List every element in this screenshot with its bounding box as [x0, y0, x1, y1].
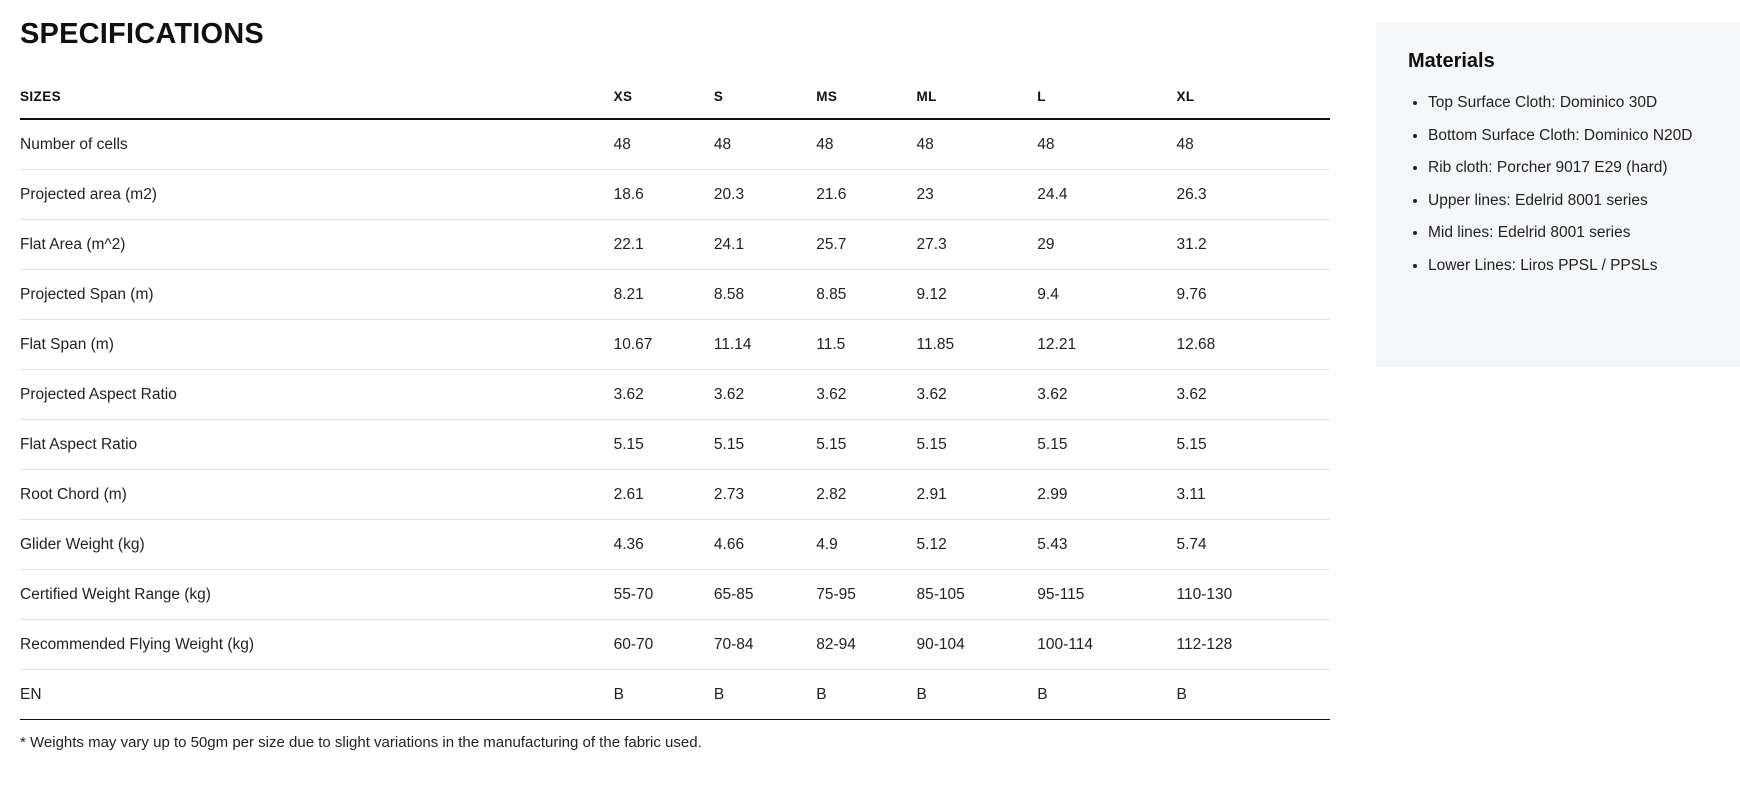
row-label: Projected Span (m) [20, 270, 614, 320]
row-value-l: 48 [1037, 119, 1176, 170]
row-value-xs: B [614, 670, 714, 720]
table-row [20, 570, 1330, 620]
row-value-xl: B [1176, 670, 1330, 720]
row-value-ml: 90-104 [917, 620, 1038, 670]
row-value-ml: 27.3 [917, 220, 1038, 270]
table-row [20, 119, 1330, 170]
row-value-xs: 4.36 [614, 520, 714, 570]
row-value-l: 24.4 [1037, 170, 1176, 220]
row-value-s: 20.3 [714, 170, 816, 220]
row-value-xl: 110-130 [1176, 570, 1330, 620]
row-value-ml: 23 [917, 170, 1038, 220]
row-value-ms: 75-95 [816, 570, 916, 620]
row-value-ms: 4.9 [816, 520, 916, 570]
row-value-xl: 31.2 [1176, 220, 1330, 270]
row-label: Recommended Flying Weight (kg) [20, 620, 614, 670]
row-value-l: 5.43 [1037, 520, 1176, 570]
column-header-l: L [1037, 89, 1176, 119]
row-value-l: 3.62 [1037, 370, 1176, 420]
list-item: • Upper lines: Edelrid 8001 series [1428, 193, 1710, 226]
table-row [20, 670, 1330, 720]
table-row [20, 270, 1330, 320]
column-header-s: S [714, 89, 816, 119]
row-value-xs: 8.21 [614, 270, 714, 320]
row-value-l: 12.21 [1037, 320, 1176, 370]
row-value-xl: 3.11 [1176, 470, 1330, 520]
row-value-xs: 3.62 [614, 370, 714, 420]
row-value-ms: 82-94 [816, 620, 916, 670]
row-value-s: 2.73 [714, 470, 816, 520]
row-value-l: 29 [1037, 220, 1176, 270]
specifications-table [20, 89, 1330, 720]
row-value-xs: 60-70 [614, 620, 714, 670]
row-value-l: 2.99 [1037, 470, 1176, 520]
row-value-xl: 9.76 [1176, 270, 1330, 320]
list-item: • Bottom Surface Cloth: Dominico N20D [1428, 128, 1710, 161]
list-item: • Rib cloth: Porcher 9017 E29 (hard) [1428, 160, 1710, 193]
row-value-s: 4.66 [714, 520, 816, 570]
row-value-ml: 11.85 [917, 320, 1038, 370]
materials-list [1408, 95, 1710, 273]
row-label: Certified Weight Range (kg) [20, 570, 614, 620]
row-value-xs: 55-70 [614, 570, 714, 620]
column-header-ms: MS [816, 89, 916, 119]
row-label: Number of cells [20, 119, 614, 170]
row-value-xl: 5.74 [1176, 520, 1330, 570]
table-row [20, 470, 1330, 520]
row-value-l: 100-114 [1037, 620, 1176, 670]
row-value-ms: 3.62 [816, 370, 916, 420]
table-row [20, 320, 1330, 370]
row-value-s: 5.15 [714, 420, 816, 470]
table-row [20, 420, 1330, 470]
list-item: • Mid lines: Edelrid 8001 series [1428, 225, 1710, 258]
page-title: SPECIFICATIONS [20, 18, 264, 50]
specifications-section [20, 18, 1330, 751]
row-value-xl: 12.68 [1176, 320, 1330, 370]
materials-card [1376, 22, 1740, 367]
row-value-ms: 2.82 [816, 470, 916, 520]
row-value-xs: 48 [614, 119, 714, 170]
row-value-s: 3.62 [714, 370, 816, 420]
table-row [20, 520, 1330, 570]
row-value-xs: 18.6 [614, 170, 714, 220]
table-row [20, 220, 1330, 270]
row-value-xl: 112-128 [1176, 620, 1330, 670]
row-value-ms: 25.7 [816, 220, 916, 270]
table-row [20, 370, 1330, 420]
list-item: • Lower Lines: Liros PPSL / PPSLs [1428, 258, 1710, 274]
row-value-l: B [1037, 670, 1176, 720]
column-header-ml: ML [917, 89, 1038, 119]
row-value-s: 48 [714, 119, 816, 170]
row-value-xs: 2.61 [614, 470, 714, 520]
row-value-ml: B [917, 670, 1038, 720]
row-value-ml: 2.91 [917, 470, 1038, 520]
row-label: Flat Aspect Ratio [20, 420, 614, 470]
row-value-l: 5.15 [1037, 420, 1176, 470]
table-body [20, 119, 1330, 720]
row-value-xs: 22.1 [614, 220, 714, 270]
row-value-s: 24.1 [714, 220, 816, 270]
table-header-row [20, 89, 1330, 119]
column-header-xl: XL [1176, 89, 1330, 119]
row-label: Projected Aspect Ratio [20, 370, 614, 420]
row-label: Projected area (m2) [20, 170, 614, 220]
row-label: EN [20, 670, 614, 720]
table-head [20, 89, 1330, 119]
row-value-ms: 21.6 [816, 170, 916, 220]
column-header-xs: XS [614, 89, 714, 119]
row-value-s: B [714, 670, 816, 720]
row-value-ml: 5.12 [917, 520, 1038, 570]
row-value-s: 65-85 [714, 570, 816, 620]
row-label: Flat Span (m) [20, 320, 614, 370]
row-value-xl: 48 [1176, 119, 1330, 170]
row-value-s: 11.14 [714, 320, 816, 370]
table-row [20, 620, 1330, 670]
row-value-l: 9.4 [1037, 270, 1176, 320]
table-row [20, 170, 1330, 220]
row-label: Root Chord (m) [20, 470, 614, 520]
row-label: Glider Weight (kg) [20, 520, 614, 570]
row-value-xl: 26.3 [1176, 170, 1330, 220]
column-header-sizes: SIZES [20, 89, 614, 119]
row-value-ms: 48 [816, 119, 916, 170]
row-value-ms: 8.85 [816, 270, 916, 320]
row-label: Flat Area (m^2) [20, 220, 614, 270]
row-value-ms: 5.15 [816, 420, 916, 470]
row-value-l: 95-115 [1037, 570, 1176, 620]
row-value-xs: 10.67 [614, 320, 714, 370]
row-value-s: 8.58 [714, 270, 816, 320]
list-item: • Top Surface Cloth: Dominico 30D [1428, 95, 1710, 128]
row-value-xl: 5.15 [1176, 420, 1330, 470]
row-value-ml: 85-105 [917, 570, 1038, 620]
row-value-ml: 9.12 [917, 270, 1038, 320]
materials-title: Materials [1408, 50, 1495, 72]
row-value-ml: 5.15 [917, 420, 1038, 470]
row-value-ms: 11.5 [816, 320, 916, 370]
row-value-ms: B [816, 670, 916, 720]
row-value-xl: 3.62 [1176, 370, 1330, 420]
row-value-ml: 48 [917, 119, 1038, 170]
row-value-s: 70-84 [714, 620, 816, 670]
row-value-xs: 5.15 [614, 420, 714, 470]
weights-footnote: * Weights may vary up to 50gm per size due to slight variations in the manufacturing of the fabric used. [20, 734, 702, 751]
row-value-ml: 3.62 [917, 370, 1038, 420]
